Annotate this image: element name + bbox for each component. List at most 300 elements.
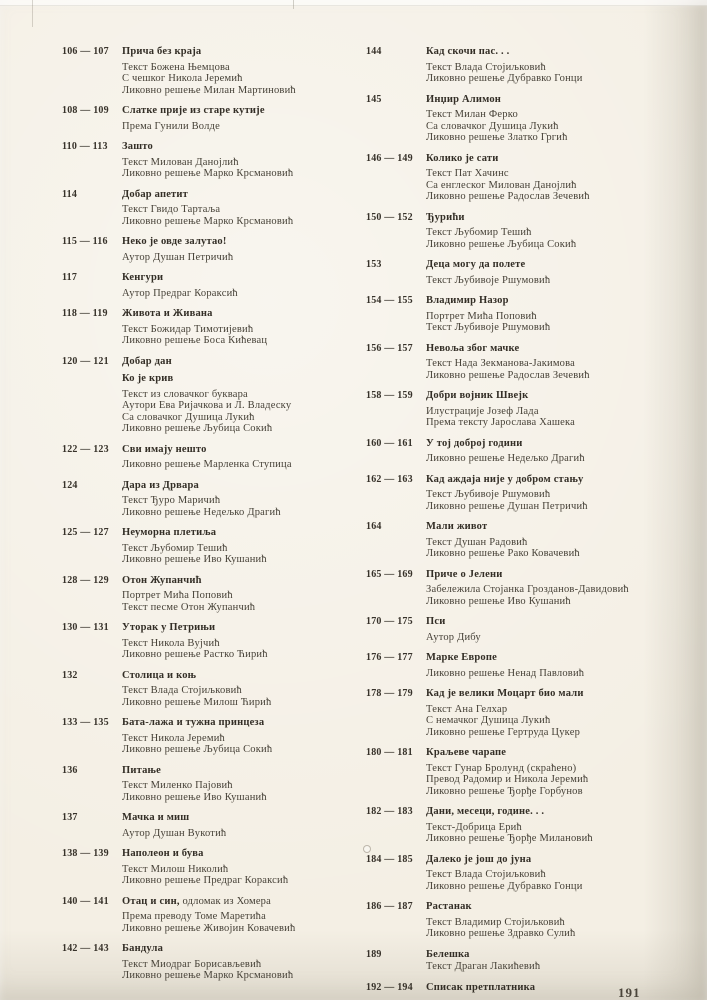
entry-credit: Према тексту Јарослава Хашека — [426, 417, 575, 428]
entry-title-text: Мачка и миш — [122, 812, 190, 823]
entry-title — [426, 390, 698, 402]
entry-credits — [426, 62, 698, 85]
entry-title — [122, 812, 362, 824]
toc-entry — [62, 670, 362, 709]
entry-credits — [426, 917, 698, 940]
entry-credit: Са словачког Душица Лукић — [426, 120, 559, 132]
toc-entry — [62, 527, 362, 566]
entry-titles — [122, 105, 362, 117]
entry-credit: Аутори Ева Ријачкова и Л. Владеску — [122, 400, 292, 411]
entry-credit: Текст Влада Стојиљковић — [426, 869, 546, 880]
entry-title-text: Мали живот — [426, 521, 488, 532]
entry-body — [122, 189, 362, 228]
toc-entry — [62, 356, 362, 435]
entry-titles — [122, 848, 362, 860]
entry-credit: Ликовно решење Гертруда Цукер — [426, 726, 581, 738]
entry-title-text: Живота и Живана — [122, 308, 213, 319]
entry-body — [122, 356, 362, 435]
entry-title — [426, 747, 698, 759]
entry-title — [426, 212, 698, 224]
entry-title — [122, 189, 362, 201]
toc-entry — [366, 652, 698, 679]
entry-credits — [426, 822, 698, 845]
entry-titles — [122, 46, 362, 58]
entry-body — [122, 622, 362, 661]
entry-credit: Текст Никола Вујчић — [122, 637, 220, 649]
entry-credit: Ликовно решење Радослав Зечевић — [426, 369, 590, 381]
entry-title — [426, 652, 698, 664]
entry-page-range: 186 — 187 — [366, 901, 413, 912]
entry-page-range: 142 — 143 — [62, 943, 109, 954]
entry-credits — [426, 632, 698, 644]
entry-titles — [426, 982, 698, 994]
entry-page-range: 158 — 159 — [366, 390, 413, 401]
entry-credits — [426, 406, 698, 429]
entry-body — [122, 896, 362, 935]
entry-credits — [122, 685, 362, 708]
entry-titles — [122, 236, 362, 248]
toc-entry — [62, 105, 362, 132]
entry-credit: Ликовно решење Живојин Ковачевић — [122, 922, 296, 934]
entry-title — [426, 949, 698, 961]
entry-body — [426, 854, 698, 893]
entry-credit: Аутор Дибу — [426, 631, 481, 643]
entry-title — [426, 153, 698, 165]
entry-title-text: Кенгури — [122, 272, 164, 283]
entry-credit: Текст Љубомир Тешић — [426, 227, 532, 238]
entry-page-range: 124 — [62, 479, 78, 491]
entry-credits — [122, 543, 362, 566]
entry-title — [122, 236, 362, 248]
entry-credit: Текст Гвидо Тартаља — [122, 204, 221, 215]
entry-title-text: Дани, месеци, године. . . — [426, 806, 545, 817]
entry-title-text: Наполеон и бува — [122, 848, 204, 859]
entry-title-text: Кад је велики Моцарт био мали — [426, 688, 584, 699]
toc-entry — [366, 616, 698, 643]
entry-title — [122, 622, 362, 634]
entry-body — [122, 812, 362, 839]
entry-credits — [122, 288, 362, 300]
entry-title — [426, 854, 698, 866]
entry-titles — [122, 575, 362, 587]
entry-credits — [426, 168, 698, 203]
toc-entry — [62, 943, 362, 982]
entry-body — [426, 474, 698, 513]
entry-title — [426, 982, 698, 994]
entry-credit: Ликовно решење Дубравко Гонци — [426, 73, 583, 84]
entry-page-range: 117 — [62, 272, 78, 283]
toc-entry — [62, 46, 362, 96]
toc-entry — [366, 474, 698, 513]
toc-entry — [366, 688, 698, 738]
entry-credit: Ликовно решење Марко Крсмановић — [122, 215, 294, 227]
entry-body — [426, 652, 698, 679]
entry-credit: Ликовно решење Златко Гргић — [426, 132, 568, 143]
toc-entry — [366, 343, 698, 382]
entry-title-text: Дара из Дрвара — [122, 479, 199, 491]
entry-page-range: 128 — 129 — [62, 574, 109, 586]
entry-credit: Портрет Мића Поповић — [122, 590, 233, 601]
entry-credit: Са словачког Душица Лукић — [122, 411, 255, 423]
entry-credit: С немачког Душица Лукић — [426, 715, 551, 726]
entry-credit: Забележила Стојанка Грозданов-Давидовић — [426, 584, 629, 595]
entry-page-range: 160 — 161 — [366, 437, 413, 449]
entry-body — [122, 717, 362, 756]
entry-credits — [122, 459, 362, 471]
entry-credits — [122, 495, 362, 518]
entry-body — [426, 94, 698, 144]
entry-titles — [426, 652, 698, 664]
toc-entry — [62, 812, 362, 839]
entry-page-range: 125 — 127 — [62, 527, 109, 538]
entry-title — [426, 295, 698, 307]
entry-credit: Аутор Душан Петричић — [122, 251, 234, 263]
entry-credits — [426, 704, 698, 739]
entry-titles — [122, 141, 362, 153]
entry-credit: Текст Влада Стојиљковић — [122, 685, 242, 696]
print-artifact-circle — [363, 845, 371, 853]
entry-title — [122, 444, 362, 456]
page-number: 191 — [618, 985, 641, 1000]
scan-edge-artifact-left — [32, 0, 33, 27]
entry-credits — [122, 638, 362, 661]
entry-credit: Ликовно решење Марко Крсмановић — [122, 168, 294, 179]
toc-entry — [366, 390, 698, 429]
entry-credits — [426, 961, 698, 973]
toc-entry — [62, 717, 362, 756]
entry-body — [122, 575, 362, 614]
entry-body — [122, 46, 362, 96]
entry-titles — [426, 474, 698, 486]
entry-credit: Портрет Мића Поповић — [426, 310, 537, 322]
entry-titles — [426, 949, 698, 961]
entry-body — [426, 295, 698, 334]
entry-credit: Текст Ђуро Маричић — [122, 495, 221, 506]
toc-entry — [366, 295, 698, 334]
entry-title — [122, 848, 362, 860]
entry-credit: Текст Драган Лакићевић — [426, 961, 541, 972]
entry-credits — [426, 763, 698, 798]
entry-body — [122, 444, 362, 471]
entry-page-range: 150 — 152 — [366, 211, 413, 223]
entry-titles — [122, 896, 362, 908]
entry-credit: Текст Миодраг Борисављевић — [122, 958, 262, 970]
entry-credits — [426, 275, 698, 287]
entry-body — [122, 848, 362, 887]
entry-title-text: Неко је овде залутао! — [122, 236, 227, 247]
entry-body — [426, 521, 698, 560]
toc-entry — [366, 747, 698, 797]
entry-credit: Текст Гунар Бролунд (скраћено) — [426, 762, 577, 774]
entry-credit: Текст Ана Гелхар — [426, 703, 508, 715]
entry-credit: Ликовно решење Душан Петричић — [426, 500, 588, 512]
entry-page-range: 189 — [366, 948, 382, 960]
entry-body — [122, 943, 362, 982]
entry-title-text: Столица и коњ — [122, 669, 197, 681]
entry-credits — [122, 252, 362, 264]
entry-body — [426, 343, 698, 382]
entry-titles — [122, 943, 362, 955]
entry-page-range: 133 — 135 — [62, 717, 109, 728]
entry-credit: Текст Љубивоје Ршумовић — [426, 274, 551, 286]
toc-entry — [62, 444, 362, 471]
entry-title — [426, 474, 698, 486]
entry-credit: Ликовно решење Дубравко Гонци — [426, 880, 583, 892]
entry-credit: Са енглеског Милован Данојлић — [426, 179, 577, 191]
entry-credit: Аутор Душан Вукотић — [122, 827, 227, 839]
toc-entry — [62, 765, 362, 804]
entry-credits — [426, 489, 698, 512]
entry-body — [122, 670, 362, 709]
entry-titles — [426, 438, 698, 450]
entry-title-text: Бандула — [122, 943, 164, 954]
entry-credit: Ликовно решење Марленка Ступица — [122, 459, 292, 470]
toc-entry — [366, 94, 698, 144]
entry-credit: Текст Милован Данојлић — [122, 156, 239, 168]
entry-body — [426, 153, 698, 203]
entry-credit: Аутор Предраг Кораксић — [122, 287, 238, 299]
toc-entry — [62, 189, 362, 228]
entry-title-text: Добар апетит — [122, 188, 189, 200]
toc-entry — [62, 308, 362, 347]
entry-credits — [122, 590, 362, 613]
entry-credit: Текст-Добрица Ерић — [426, 821, 522, 833]
toc-entry — [62, 480, 362, 519]
entry-title — [122, 373, 362, 385]
entry-page-range: 170 — 175 — [366, 616, 413, 627]
entry-titles — [426, 212, 698, 224]
entry-title-text: Списак претплатника — [426, 981, 536, 993]
toc-entry — [366, 46, 698, 85]
entry-titles — [426, 94, 698, 106]
entry-titles — [426, 153, 698, 165]
entry-title — [426, 901, 698, 913]
toc-entry — [62, 848, 362, 887]
entry-title — [426, 521, 698, 533]
toc-entry — [366, 949, 698, 973]
entry-body — [426, 901, 698, 940]
entry-credit: Ликовно решење Љубица Сокић — [122, 744, 273, 755]
entry-credits — [122, 959, 362, 982]
entry-title-text: Отон Жупанчић — [122, 574, 202, 586]
entry-title-text: Зашто — [122, 141, 153, 152]
entry-title-text: Отац и син, — [122, 895, 180, 907]
entry-credits — [426, 584, 698, 607]
entry-page-range: 164 — [366, 521, 382, 532]
entry-title-text: Слатке прије из старе кутије — [122, 105, 265, 116]
entry-page-range: 120 — 121 — [62, 355, 109, 367]
entry-credits — [122, 204, 362, 227]
entry-credit: Текст из словачког буквара — [122, 388, 248, 400]
entry-title — [426, 94, 698, 106]
entry-titles — [122, 444, 362, 456]
entry-credit: Ликовно решење Иво Кушанић — [122, 554, 267, 565]
entry-credits — [426, 109, 698, 144]
entry-credits — [122, 864, 362, 887]
entry-title-text: У тој доброј години — [426, 437, 523, 449]
entry-titles — [122, 717, 362, 729]
entry-page-range: 144 — [366, 46, 382, 57]
entry-credit: Ликовно решење Недељко Драгић — [426, 453, 585, 464]
entry-page-range: 154 — 155 — [366, 295, 413, 306]
entry-credits — [426, 537, 698, 560]
entry-body — [426, 982, 698, 998]
entry-credit: Ликовно решење Радослав Зечевић — [426, 191, 590, 202]
entry-body — [426, 569, 698, 608]
entry-page-range: 162 — 163 — [366, 473, 413, 485]
entry-credits — [426, 453, 698, 465]
entry-titles — [426, 521, 698, 533]
entry-title-text: Колико је сати — [426, 152, 499, 164]
entry-credits — [122, 389, 362, 435]
toc-entry — [62, 236, 362, 263]
entry-title-suffix: одломак из Хомера — [182, 895, 271, 907]
entry-title — [122, 308, 362, 320]
toc-entry — [62, 141, 362, 180]
entry-credit: Текст песме Отон Жупанчић — [122, 601, 256, 613]
entry-title-text: Инџир Алимон — [426, 93, 502, 105]
entry-titles — [122, 765, 362, 777]
entry-credit: Текст Љубивоје Ршумовић — [426, 489, 551, 500]
entry-page-range: 140 — 141 — [62, 895, 109, 907]
entry-credit: Ликовно решење Милош Ћирић — [122, 696, 272, 708]
scan-top-edge — [0, 0, 707, 6]
entry-credit: С чешког Никола Јеремић — [122, 73, 243, 84]
entry-credits — [122, 62, 362, 97]
entry-body — [426, 688, 698, 738]
entry-title — [426, 616, 698, 628]
entry-credit: Превод Радомир и Никола Јеремић — [426, 774, 589, 785]
entry-titles — [426, 616, 698, 628]
toc-entry — [366, 806, 698, 845]
entry-body — [426, 438, 698, 465]
entry-title-text: Ђурићи — [426, 211, 465, 223]
entry-title — [122, 765, 362, 777]
toc-entry — [62, 622, 362, 661]
entry-body — [122, 527, 362, 566]
entry-title — [426, 806, 698, 818]
entry-credit: Текст Божидар Тимотијевић — [122, 323, 254, 335]
entry-body — [122, 765, 362, 804]
entry-credit: Ликовно решење Рако Ковачевић — [426, 548, 580, 559]
entry-title-text: Ко је крив — [122, 373, 174, 384]
entry-credit: Текст Пат Хачинс — [426, 168, 509, 179]
entry-titles — [426, 259, 698, 271]
entry-title — [426, 569, 698, 581]
entry-titles — [426, 343, 698, 355]
entry-titles — [426, 854, 698, 866]
toc-entry — [366, 259, 698, 286]
entry-titles — [122, 670, 362, 682]
entry-title — [122, 670, 362, 682]
entry-body — [426, 949, 698, 973]
entry-title — [122, 480, 362, 492]
entry-credits — [122, 121, 362, 133]
entry-titles — [426, 688, 698, 700]
toc-entry — [366, 153, 698, 203]
entry-title-text: Питање — [122, 764, 161, 776]
entry-title-text: Кад скочи пас. . . — [426, 46, 510, 57]
toc-entry — [62, 896, 362, 935]
entry-credit: Ликовно решење Боса Кићевац — [122, 335, 268, 346]
entry-credit: Текст Душан Радовић — [426, 536, 528, 548]
entry-page-range: 122 — 123 — [62, 443, 109, 455]
entry-title — [122, 272, 362, 284]
entry-credits — [122, 828, 362, 840]
entry-body — [122, 105, 362, 132]
entry-credit: Ликовно решење Здравко Сулић — [426, 928, 576, 939]
entry-credits — [426, 227, 698, 250]
entry-title — [426, 259, 698, 271]
toc-entry — [366, 212, 698, 251]
entry-credit: Илустрације Јозеф Лада — [426, 405, 539, 417]
entry-credit: Текст Нада Зекманова-Јакимова — [426, 358, 576, 369]
entry-credit: Ликовно решење Ненад Павловић — [426, 667, 585, 679]
entry-title — [426, 688, 698, 700]
entry-credit: Текст Милан Ферко — [426, 109, 518, 120]
entry-credit: Текст Милош Николић — [122, 863, 229, 875]
entry-credits — [122, 911, 362, 934]
entry-body — [122, 141, 362, 180]
entry-title-text: Уторак у Петрињи — [122, 622, 216, 633]
entry-credits — [122, 157, 362, 180]
entry-credits — [122, 780, 362, 803]
toc-entry — [62, 575, 362, 614]
entry-titles — [426, 901, 698, 913]
entry-titles — [426, 569, 698, 581]
entry-page-range: 138 — 139 — [62, 848, 109, 859]
scan-edge-artifact-center — [293, 0, 294, 9]
entry-titles — [122, 527, 362, 539]
entry-titles — [426, 295, 698, 307]
entry-body — [426, 46, 698, 85]
entry-title-text: Кад аждаја није у добром стању — [426, 473, 584, 485]
entry-page-range: 136 — [62, 764, 78, 776]
entry-credits — [426, 358, 698, 381]
entry-titles — [426, 806, 698, 818]
entry-titles — [122, 812, 362, 824]
entry-page-range: 110 — 113 — [62, 141, 108, 152]
entry-title-text: Краљеве чарапе — [426, 747, 507, 758]
entry-title — [122, 943, 362, 955]
entry-credit: Према преводу Томе Маретића — [122, 911, 266, 922]
entry-page-range: 180 — 181 — [366, 747, 413, 758]
entry-page-range: 178 — 179 — [366, 688, 413, 699]
entry-title — [426, 343, 698, 355]
entry-credit: Текст Влада Стојиљковић — [426, 61, 546, 73]
entry-page-range: 130 — 131 — [62, 622, 109, 633]
toc-entry — [366, 982, 698, 998]
toc-entry — [366, 521, 698, 560]
entry-title-text: Приче о Јелени — [426, 568, 503, 580]
entry-title — [122, 896, 362, 908]
entry-title-text: Далеко је још до јуна — [426, 853, 532, 865]
entry-credit: Текст Миленко Пајовић — [122, 780, 233, 791]
entry-page-range: 114 — [62, 188, 78, 200]
entry-title-text: Добар дан — [122, 355, 172, 367]
entry-body — [426, 747, 698, 797]
entry-credits — [122, 733, 362, 756]
entry-page-range: 146 — 149 — [366, 152, 413, 164]
entry-title-text: Прича без краја — [122, 46, 202, 57]
entry-titles — [122, 189, 362, 201]
entry-body — [426, 806, 698, 845]
entry-titles — [426, 747, 698, 759]
entry-titles — [122, 308, 362, 320]
entry-credit: Ликовно решење Иво Кушанић — [122, 791, 267, 803]
entry-credits — [426, 869, 698, 892]
entry-credit: Ликовно решење Љубица Сокић — [426, 238, 577, 250]
